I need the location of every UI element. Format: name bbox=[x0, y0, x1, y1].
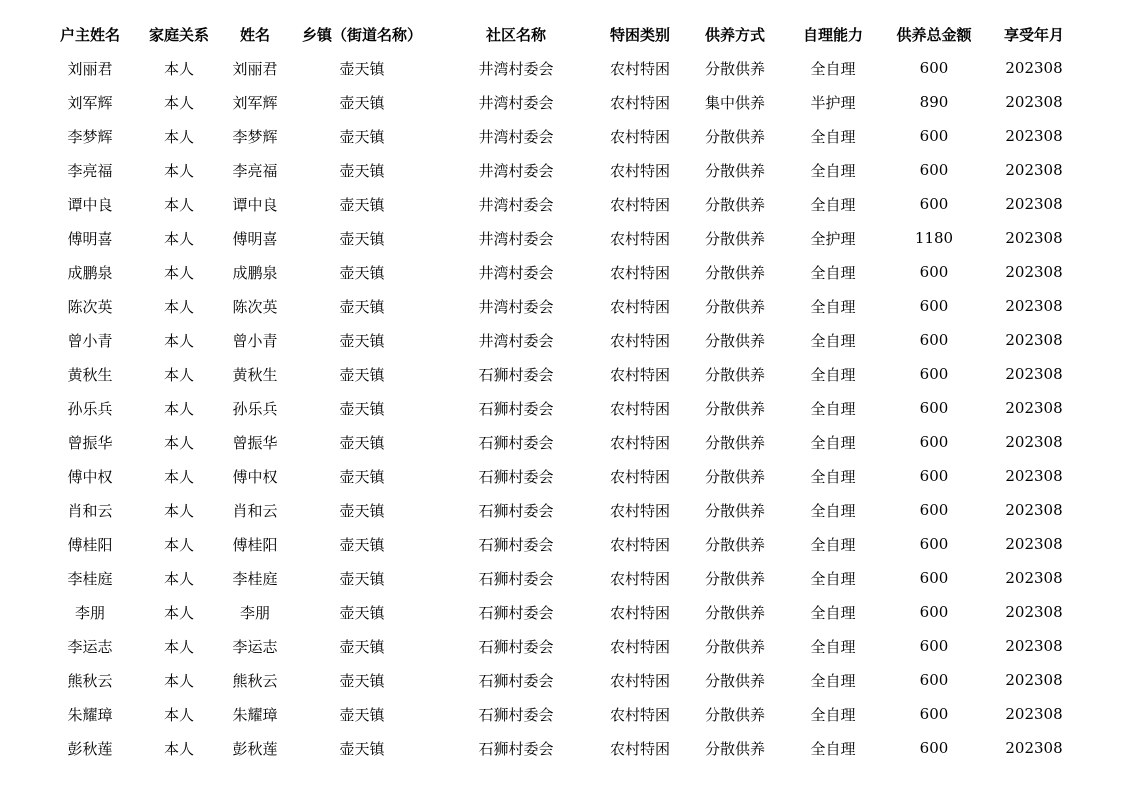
cell-name: 李亮福 bbox=[232, 161, 278, 180]
cell-support-mode: 分散供养 bbox=[704, 739, 765, 758]
col-header-family-relation: 家庭关系 bbox=[148, 25, 209, 44]
cell-support-mode: 分散供养 bbox=[704, 433, 765, 452]
cell-benefit-month: 202308 bbox=[1005, 127, 1063, 145]
cell-hardship-category: 农村特困 bbox=[609, 59, 670, 78]
cell-family-relation: 本人 bbox=[163, 433, 194, 452]
cell-name: 黄秋生 bbox=[232, 365, 278, 384]
cell-township: 壶天镇 bbox=[339, 229, 385, 248]
cell-community: 井湾村委会 bbox=[478, 331, 554, 350]
cell-township: 壶天镇 bbox=[339, 263, 385, 282]
cell-support-mode: 分散供养 bbox=[704, 671, 765, 690]
cell-benefit-month: 202308 bbox=[1005, 603, 1063, 621]
cell-benefit-month: 202308 bbox=[1005, 501, 1063, 519]
cell-total-amount: 600 bbox=[919, 705, 949, 723]
cell-total-amount: 600 bbox=[919, 603, 949, 621]
cell-family-relation: 本人 bbox=[163, 671, 194, 690]
cell-community: 石狮村委会 bbox=[478, 501, 554, 520]
cell-self-care-ability: 全自理 bbox=[810, 535, 856, 554]
col-header-benefit-month: 享受年月 bbox=[1003, 25, 1064, 44]
cell-township: 壶天镇 bbox=[339, 331, 385, 350]
cell-family-relation: 本人 bbox=[163, 365, 194, 384]
col-header-hardship-category: 特困类别 bbox=[609, 25, 670, 44]
cell-total-amount: 600 bbox=[919, 59, 949, 77]
cell-benefit-month: 202308 bbox=[1005, 705, 1063, 723]
relief-recipients-table bbox=[46, 17, 1082, 765]
cell-family-relation: 本人 bbox=[163, 467, 194, 486]
table-row bbox=[46, 731, 1082, 765]
cell-hardship-category: 农村特困 bbox=[609, 467, 670, 486]
cell-benefit-month: 202308 bbox=[1005, 297, 1063, 315]
cell-benefit-month: 202308 bbox=[1005, 637, 1063, 655]
cell-community: 石狮村委会 bbox=[478, 603, 554, 622]
cell-total-amount: 600 bbox=[919, 535, 949, 553]
cell-community: 井湾村委会 bbox=[478, 161, 554, 180]
cell-name: 谭中良 bbox=[232, 195, 278, 214]
cell-householder-name: 彭秋莲 bbox=[67, 739, 113, 758]
cell-support-mode: 分散供养 bbox=[704, 59, 765, 78]
cell-benefit-month: 202308 bbox=[1005, 739, 1063, 757]
cell-householder-name: 黄秋生 bbox=[67, 365, 113, 384]
cell-township: 壶天镇 bbox=[339, 93, 385, 112]
cell-support-mode: 分散供养 bbox=[704, 331, 765, 350]
cell-householder-name: 李运志 bbox=[67, 637, 113, 656]
cell-self-care-ability: 全自理 bbox=[810, 263, 856, 282]
cell-community: 石狮村委会 bbox=[478, 705, 554, 724]
cell-hardship-category: 农村特困 bbox=[609, 195, 670, 214]
cell-township: 壶天镇 bbox=[339, 603, 385, 622]
cell-name: 傅明喜 bbox=[232, 229, 278, 248]
cell-family-relation: 本人 bbox=[163, 297, 194, 316]
cell-householder-name: 谭中良 bbox=[67, 195, 113, 214]
header-row bbox=[46, 17, 1082, 51]
cell-community: 石狮村委会 bbox=[478, 569, 554, 588]
cell-householder-name: 孙乐兵 bbox=[67, 399, 113, 418]
cell-benefit-month: 202308 bbox=[1005, 535, 1063, 553]
cell-self-care-ability: 半护理 bbox=[810, 93, 856, 112]
cell-name: 李朋 bbox=[239, 603, 270, 622]
cell-family-relation: 本人 bbox=[163, 535, 194, 554]
cell-community: 石狮村委会 bbox=[478, 739, 554, 758]
cell-township: 壶天镇 bbox=[339, 501, 385, 520]
cell-householder-name: 李朋 bbox=[74, 603, 105, 622]
cell-hardship-category: 农村特困 bbox=[609, 433, 670, 452]
table-body bbox=[46, 51, 1082, 765]
cell-self-care-ability: 全护理 bbox=[810, 229, 856, 248]
cell-householder-name: 熊秋云 bbox=[67, 671, 113, 690]
cell-householder-name: 李桂庭 bbox=[67, 569, 113, 588]
table-row bbox=[46, 187, 1082, 221]
cell-name: 肖和云 bbox=[232, 501, 278, 520]
cell-township: 壶天镇 bbox=[339, 569, 385, 588]
cell-householder-name: 刘丽君 bbox=[67, 59, 113, 78]
table-row bbox=[46, 323, 1082, 357]
cell-name: 李桂庭 bbox=[232, 569, 278, 588]
cell-hardship-category: 农村特困 bbox=[609, 671, 670, 690]
cell-benefit-month: 202308 bbox=[1005, 671, 1063, 689]
cell-family-relation: 本人 bbox=[163, 331, 194, 350]
cell-hardship-category: 农村特困 bbox=[609, 93, 670, 112]
cell-township: 壶天镇 bbox=[339, 365, 385, 384]
cell-householder-name: 陈次英 bbox=[67, 297, 113, 316]
cell-township: 壶天镇 bbox=[339, 535, 385, 554]
cell-total-amount: 600 bbox=[919, 569, 949, 587]
cell-total-amount: 600 bbox=[919, 399, 949, 417]
cell-support-mode: 分散供养 bbox=[704, 229, 765, 248]
cell-support-mode: 分散供养 bbox=[704, 127, 765, 146]
cell-self-care-ability: 全自理 bbox=[810, 603, 856, 622]
cell-benefit-month: 202308 bbox=[1005, 59, 1063, 77]
cell-total-amount: 600 bbox=[919, 297, 949, 315]
cell-householder-name: 傅桂阳 bbox=[67, 535, 113, 554]
cell-self-care-ability: 全自理 bbox=[810, 161, 856, 180]
cell-total-amount: 600 bbox=[919, 331, 949, 349]
cell-community: 石狮村委会 bbox=[478, 467, 554, 486]
cell-community: 井湾村委会 bbox=[478, 297, 554, 316]
cell-self-care-ability: 全自理 bbox=[810, 365, 856, 384]
cell-benefit-month: 202308 bbox=[1005, 331, 1063, 349]
cell-support-mode: 分散供养 bbox=[704, 195, 765, 214]
cell-total-amount: 600 bbox=[919, 263, 949, 281]
table-row bbox=[46, 493, 1082, 527]
cell-support-mode: 分散供养 bbox=[704, 603, 765, 622]
cell-householder-name: 曾小青 bbox=[67, 331, 113, 350]
cell-self-care-ability: 全自理 bbox=[810, 59, 856, 78]
table-row bbox=[46, 391, 1082, 425]
cell-householder-name: 成鹏泉 bbox=[67, 263, 113, 282]
cell-total-amount: 600 bbox=[919, 671, 949, 689]
table-row bbox=[46, 425, 1082, 459]
cell-community: 石狮村委会 bbox=[478, 637, 554, 656]
col-header-total-amount: 供养总金额 bbox=[896, 25, 972, 44]
cell-name: 成鹏泉 bbox=[232, 263, 278, 282]
cell-householder-name: 曾振华 bbox=[67, 433, 113, 452]
cell-name: 熊秋云 bbox=[232, 671, 278, 690]
cell-support-mode: 分散供养 bbox=[704, 297, 765, 316]
cell-hardship-category: 农村特困 bbox=[609, 365, 670, 384]
cell-community: 井湾村委会 bbox=[478, 195, 554, 214]
cell-township: 壶天镇 bbox=[339, 297, 385, 316]
cell-family-relation: 本人 bbox=[163, 93, 194, 112]
cell-benefit-month: 202308 bbox=[1005, 569, 1063, 587]
cell-support-mode: 分散供养 bbox=[704, 569, 765, 588]
cell-support-mode: 分散供养 bbox=[704, 399, 765, 418]
cell-householder-name: 肖和云 bbox=[67, 501, 113, 520]
cell-support-mode: 分散供养 bbox=[704, 263, 765, 282]
cell-hardship-category: 农村特困 bbox=[609, 331, 670, 350]
cell-self-care-ability: 全自理 bbox=[810, 637, 856, 656]
cell-community: 石狮村委会 bbox=[478, 433, 554, 452]
cell-householder-name: 李亮福 bbox=[67, 161, 113, 180]
cell-community: 石狮村委会 bbox=[478, 365, 554, 384]
cell-total-amount: 600 bbox=[919, 161, 949, 179]
cell-total-amount: 890 bbox=[919, 93, 949, 111]
cell-community: 井湾村委会 bbox=[478, 263, 554, 282]
cell-self-care-ability: 全自理 bbox=[810, 705, 856, 724]
cell-total-amount: 1180 bbox=[914, 229, 954, 247]
cell-township: 壶天镇 bbox=[339, 161, 385, 180]
cell-hardship-category: 农村特困 bbox=[609, 229, 670, 248]
cell-total-amount: 600 bbox=[919, 501, 949, 519]
cell-householder-name: 李梦辉 bbox=[67, 127, 113, 146]
cell-community: 井湾村委会 bbox=[478, 59, 554, 78]
cell-community: 石狮村委会 bbox=[478, 671, 554, 690]
cell-family-relation: 本人 bbox=[163, 161, 194, 180]
table-row bbox=[46, 221, 1082, 255]
cell-community: 井湾村委会 bbox=[478, 127, 554, 146]
cell-support-mode: 分散供养 bbox=[704, 705, 765, 724]
cell-township: 壶天镇 bbox=[339, 467, 385, 486]
cell-hardship-category: 农村特困 bbox=[609, 705, 670, 724]
col-header-community: 社区名称 bbox=[485, 25, 546, 44]
cell-self-care-ability: 全自理 bbox=[810, 671, 856, 690]
cell-community: 石狮村委会 bbox=[478, 535, 554, 554]
col-header-self-care-ability: 自理能力 bbox=[802, 25, 863, 44]
cell-self-care-ability: 全自理 bbox=[810, 433, 856, 452]
cell-total-amount: 600 bbox=[919, 195, 949, 213]
cell-self-care-ability: 全自理 bbox=[810, 467, 856, 486]
cell-self-care-ability: 全自理 bbox=[810, 399, 856, 418]
cell-support-mode: 分散供养 bbox=[704, 535, 765, 554]
col-header-support-mode: 供养方式 bbox=[704, 25, 765, 44]
cell-family-relation: 本人 bbox=[163, 195, 194, 214]
cell-self-care-ability: 全自理 bbox=[810, 127, 856, 146]
cell-benefit-month: 202308 bbox=[1005, 93, 1063, 111]
cell-township: 壶天镇 bbox=[339, 195, 385, 214]
table-row bbox=[46, 595, 1082, 629]
table-row bbox=[46, 153, 1082, 187]
table-row bbox=[46, 51, 1082, 85]
cell-family-relation: 本人 bbox=[163, 603, 194, 622]
cell-hardship-category: 农村特困 bbox=[609, 501, 670, 520]
cell-community: 井湾村委会 bbox=[478, 93, 554, 112]
cell-name: 彭秋莲 bbox=[232, 739, 278, 758]
table-row bbox=[46, 459, 1082, 493]
table-row bbox=[46, 561, 1082, 595]
cell-support-mode: 分散供养 bbox=[704, 501, 765, 520]
cell-hardship-category: 农村特困 bbox=[609, 637, 670, 656]
cell-support-mode: 分散供养 bbox=[704, 467, 765, 486]
cell-benefit-month: 202308 bbox=[1005, 229, 1063, 247]
cell-self-care-ability: 全自理 bbox=[810, 297, 856, 316]
cell-name: 刘军辉 bbox=[232, 93, 278, 112]
cell-family-relation: 本人 bbox=[163, 59, 194, 78]
cell-self-care-ability: 全自理 bbox=[810, 331, 856, 350]
cell-self-care-ability: 全自理 bbox=[810, 569, 856, 588]
table-row bbox=[46, 289, 1082, 323]
col-header-township: 乡镇（街道名称） bbox=[301, 25, 422, 44]
cell-hardship-category: 农村特困 bbox=[609, 297, 670, 316]
cell-benefit-month: 202308 bbox=[1005, 263, 1063, 281]
col-header-householder-name: 户主姓名 bbox=[59, 25, 120, 44]
cell-township: 壶天镇 bbox=[339, 705, 385, 724]
cell-name: 傅中权 bbox=[232, 467, 278, 486]
cell-family-relation: 本人 bbox=[163, 501, 194, 520]
cell-hardship-category: 农村特困 bbox=[609, 739, 670, 758]
cell-name: 傅桂阳 bbox=[232, 535, 278, 554]
cell-support-mode: 分散供养 bbox=[704, 637, 765, 656]
cell-name: 陈次英 bbox=[232, 297, 278, 316]
cell-community: 石狮村委会 bbox=[478, 399, 554, 418]
cell-householder-name: 刘军辉 bbox=[67, 93, 113, 112]
cell-total-amount: 600 bbox=[919, 467, 949, 485]
cell-total-amount: 600 bbox=[919, 637, 949, 655]
cell-township: 壶天镇 bbox=[339, 637, 385, 656]
cell-family-relation: 本人 bbox=[163, 229, 194, 248]
cell-total-amount: 600 bbox=[919, 739, 949, 757]
cell-family-relation: 本人 bbox=[163, 127, 194, 146]
cell-benefit-month: 202308 bbox=[1005, 365, 1063, 383]
cell-hardship-category: 农村特困 bbox=[609, 263, 670, 282]
cell-township: 壶天镇 bbox=[339, 399, 385, 418]
cell-township: 壶天镇 bbox=[339, 433, 385, 452]
cell-total-amount: 600 bbox=[919, 433, 949, 451]
cell-hardship-category: 农村特困 bbox=[609, 535, 670, 554]
cell-name: 李运志 bbox=[232, 637, 278, 656]
cell-family-relation: 本人 bbox=[163, 569, 194, 588]
cell-hardship-category: 农村特困 bbox=[609, 399, 670, 418]
cell-support-mode: 分散供养 bbox=[704, 161, 765, 180]
table-row bbox=[46, 255, 1082, 289]
cell-hardship-category: 农村特困 bbox=[609, 569, 670, 588]
cell-name: 李梦辉 bbox=[232, 127, 278, 146]
table-row bbox=[46, 527, 1082, 561]
cell-householder-name: 傅明喜 bbox=[67, 229, 113, 248]
table-row bbox=[46, 119, 1082, 153]
cell-township: 壶天镇 bbox=[339, 671, 385, 690]
cell-family-relation: 本人 bbox=[163, 399, 194, 418]
cell-family-relation: 本人 bbox=[163, 263, 194, 282]
cell-support-mode: 分散供养 bbox=[704, 365, 765, 384]
cell-township: 壶天镇 bbox=[339, 739, 385, 758]
table-row bbox=[46, 697, 1082, 731]
cell-name: 曾振华 bbox=[232, 433, 278, 452]
cell-name: 曾小青 bbox=[232, 331, 278, 350]
cell-family-relation: 本人 bbox=[163, 705, 194, 724]
cell-hardship-category: 农村特困 bbox=[609, 603, 670, 622]
cell-community: 井湾村委会 bbox=[478, 229, 554, 248]
cell-hardship-category: 农村特困 bbox=[609, 127, 670, 146]
cell-support-mode: 集中供养 bbox=[704, 93, 765, 112]
cell-family-relation: 本人 bbox=[163, 739, 194, 758]
table-row bbox=[46, 663, 1082, 697]
cell-township: 壶天镇 bbox=[339, 127, 385, 146]
col-header-name: 姓名 bbox=[239, 25, 270, 44]
cell-total-amount: 600 bbox=[919, 365, 949, 383]
cell-benefit-month: 202308 bbox=[1005, 161, 1063, 179]
cell-township: 壶天镇 bbox=[339, 59, 385, 78]
cell-benefit-month: 202308 bbox=[1005, 467, 1063, 485]
cell-family-relation: 本人 bbox=[163, 637, 194, 656]
cell-name: 刘丽君 bbox=[232, 59, 278, 78]
cell-benefit-month: 202308 bbox=[1005, 399, 1063, 417]
cell-total-amount: 600 bbox=[919, 127, 949, 145]
cell-householder-name: 傅中权 bbox=[67, 467, 113, 486]
cell-name: 朱耀璋 bbox=[232, 705, 278, 724]
cell-householder-name: 朱耀璋 bbox=[67, 705, 113, 724]
cell-self-care-ability: 全自理 bbox=[810, 501, 856, 520]
table-row bbox=[46, 357, 1082, 391]
cell-benefit-month: 202308 bbox=[1005, 195, 1063, 213]
cell-hardship-category: 农村特困 bbox=[609, 161, 670, 180]
table-row bbox=[46, 629, 1082, 663]
cell-benefit-month: 202308 bbox=[1005, 433, 1063, 451]
cell-self-care-ability: 全自理 bbox=[810, 195, 856, 214]
table-row bbox=[46, 85, 1082, 119]
cell-name: 孙乐兵 bbox=[232, 399, 278, 418]
cell-self-care-ability: 全自理 bbox=[810, 739, 856, 758]
